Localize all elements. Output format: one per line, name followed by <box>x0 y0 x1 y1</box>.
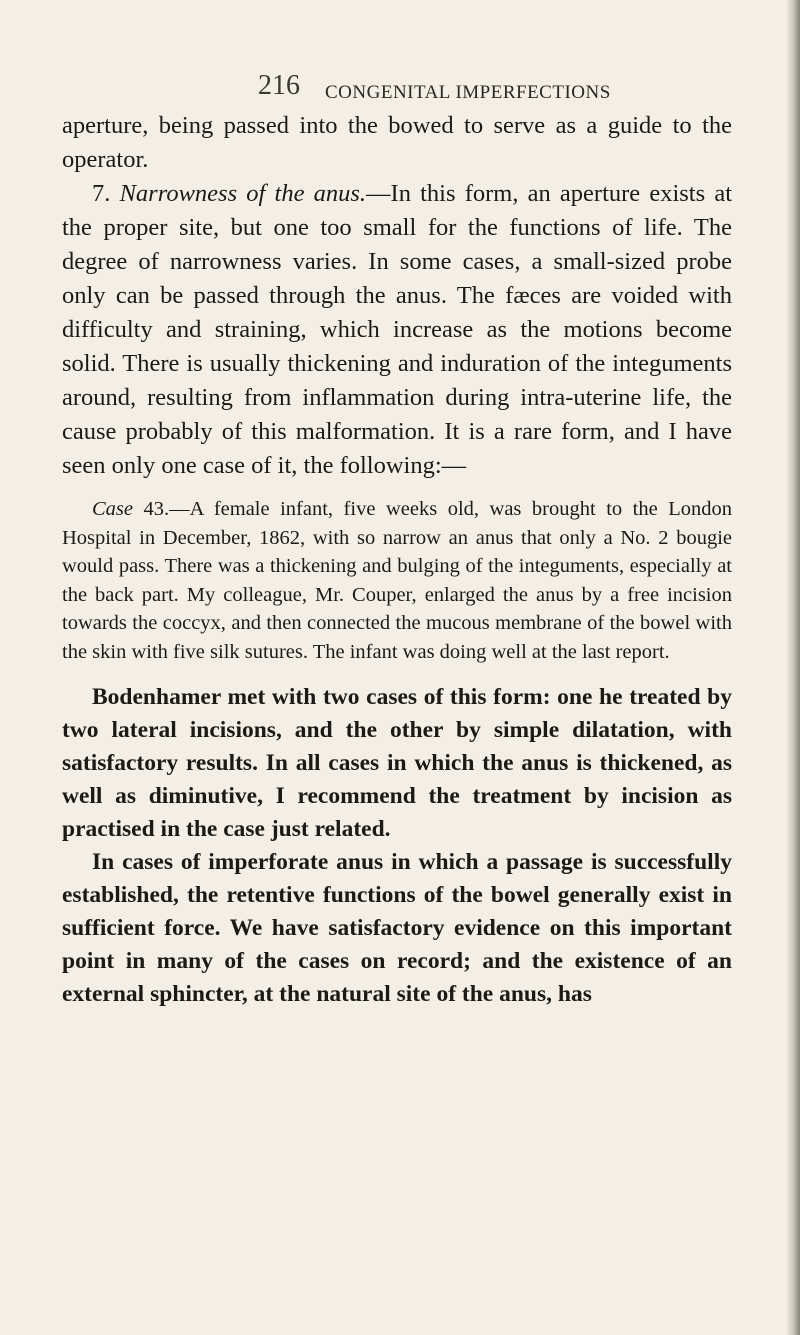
section-title: Narrowness of the anus. <box>119 180 367 207</box>
paragraph-imperforate: In cases of imperforate anus in which a passage is successfully established, the retentive functions of the bowel generally exist in sufficient force. We have satisfactory evidence on this important point in many of the cases on record; and the existence of an external sphincter, at the natural site of the anus, has <box>62 848 732 1007</box>
paragraph-narrowness-text: —In this form, an aperture exists at the proper site, but one too small for the functions of life. The degree of narrowness varies. In some cases, a small-sized probe only can be passed through the anus. The fæces are voided with difficulty and straining, which increase as the motions become solid. There is usually thickening and induration of the integuments around, resulting from inflammation during intra-uterine life, the cause probably of this malformation. It is a rare form, and I have seen only one case of it, the following:— <box>62 180 733 479</box>
paragraph-bodenhamer: Bodenhamer met with two cases of this form: one he treated by two lateral incisions, and the other by simple dilatation, with satisfactory results. In all cases in which the anus is thickened, as well as diminutive, I recommend the treatment by incision as practised in the case just related. <box>62 683 732 842</box>
running-title: CONGENITAL IMPERFECTIONS <box>325 82 611 103</box>
case-report-text: 43.—A female infant, five weeks old, was brought to the London Hospital in December, 1862, with so narrow an anus that only a No. 2 bougie would pass. There was a thickening and bulging of the integuments, especially at the back part. My colleague, Mr. Couper, enlarged the anus by a free incision towards the coccyx, and then connected the mucous membrane of the bowel with the skin with five silk sutures. The infant was doing well at the last report. <box>62 498 732 663</box>
page-edge-shadow <box>786 0 800 1335</box>
case-label: Case <box>92 498 133 520</box>
page-number: 216 <box>258 70 300 101</box>
case-report <box>62 495 732 667</box>
main-text <box>62 109 732 1011</box>
section-number: 7. <box>92 180 111 207</box>
running-head <box>258 70 758 110</box>
paragraph-continuation: aperture, being passed into the bowed to serve as a guide to the operator. <box>62 112 732 173</box>
paragraph-narrowness <box>62 177 732 483</box>
